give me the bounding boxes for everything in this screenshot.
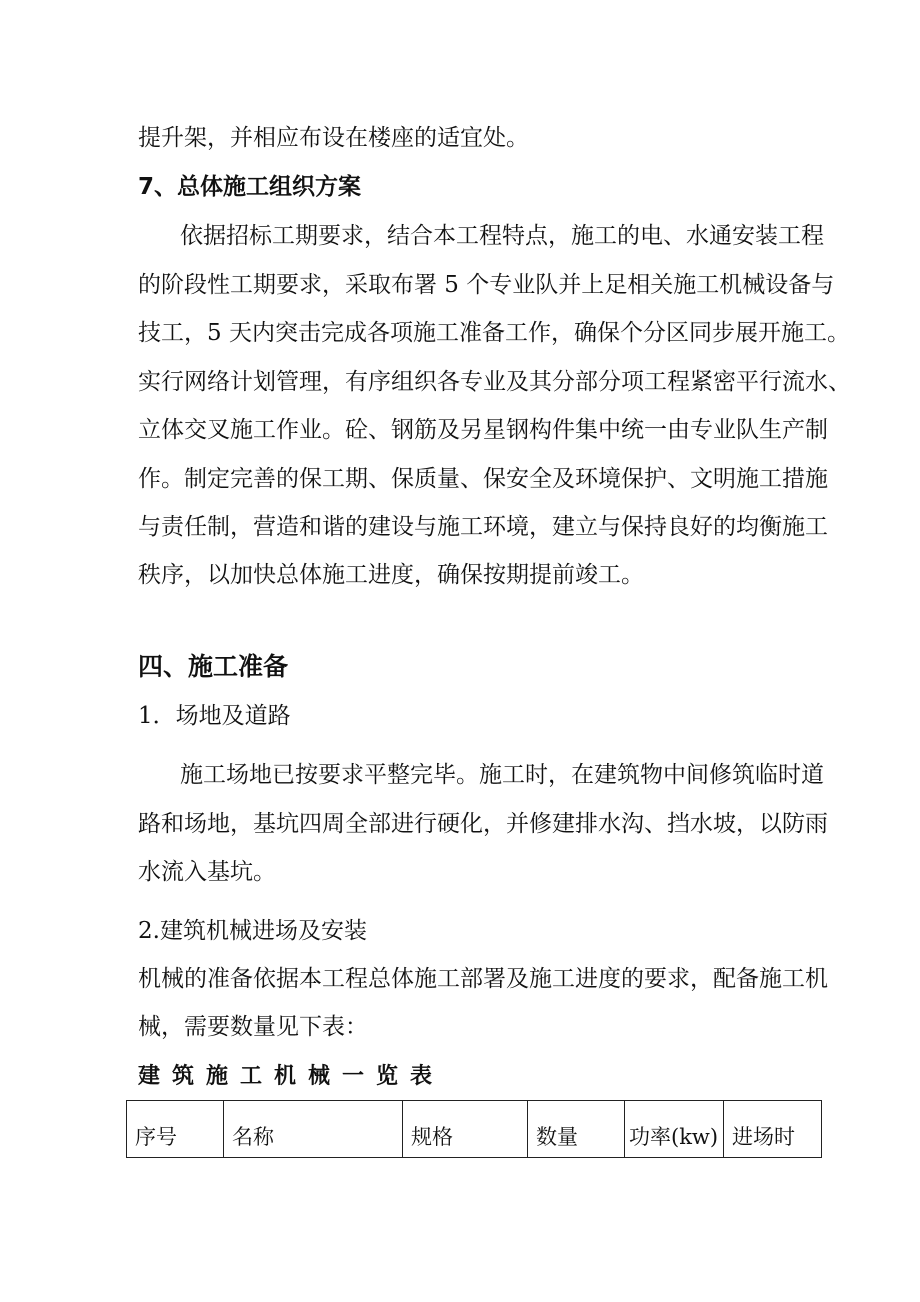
paragraph-line: 路和场地，基坑四周全部进行硬化，并修建排水沟、挡水坡，以防雨 — [138, 811, 828, 837]
machinery-table — [126, 1100, 822, 1158]
table-header-row — [127, 1101, 822, 1158]
paragraph-line: 立体交叉施工作业。砼、钢筋及另星钢构件集中统一由专业队生产制 — [138, 417, 828, 443]
header-cell-arrival: 进场时 — [724, 1101, 822, 1158]
paragraph-line: 秩序，以加快总体施工进度，确保按期提前竣工。 — [138, 562, 644, 588]
section-heading-4: 四、施工准备 — [138, 652, 289, 681]
subheading-machinery: 2.建筑机械进场及安装 — [138, 918, 367, 944]
header-cell-quantity: 数量 — [528, 1101, 625, 1158]
paragraph-line: 实行网络计划管理，有序组织各专业及其分部分项工程紧密平行流水、 — [138, 369, 851, 395]
paragraph-line: 机械的准备依据本工程总体施工部署及施工进度的要求，配备施工机 — [138, 966, 828, 992]
section-heading-7: 7、总体施工组织方案 — [138, 174, 362, 200]
table-title: 建筑施工机械一览表 — [138, 1064, 445, 1089]
paragraph-line: 施工场地已按要求平整完毕。施工时，在建筑物中间修筑临时道 — [180, 762, 824, 788]
paragraph-line: 技工，5 天内突击完成各项施工准备工作，确保个分区同步展开施工。 — [138, 320, 850, 346]
subheading-site-roads: 1．场地及道路 — [138, 703, 291, 729]
header-cell-spec: 规格 — [403, 1101, 528, 1158]
paragraph-continuation: 提升架，并相应布设在楼座的适宜处。 — [138, 125, 529, 151]
header-cell-name: 名称 — [224, 1101, 403, 1158]
paragraph-line: 械，需要数量见下表： — [138, 1014, 368, 1040]
paragraph-line: 的阶段性工期要求，采取布署 5 个专业队并上足相关施工机械设备与 — [138, 272, 835, 298]
paragraph-line: 与责任制，营造和谐的建设与施工环境，建立与保持良好的均衡施工 — [138, 514, 828, 540]
header-cell-index: 序号 — [127, 1101, 224, 1158]
header-cell-power: 功率(kw) — [625, 1101, 724, 1158]
paragraph-line: 依据招标工期要求，结合本工程特点，施工的电、水通安装工程 — [180, 223, 824, 249]
paragraph-line: 作。制定完善的保工期、保质量、保安全及环境保护、文明施工措施 — [138, 466, 828, 492]
paragraph-line: 水流入基坑。 — [138, 859, 276, 885]
